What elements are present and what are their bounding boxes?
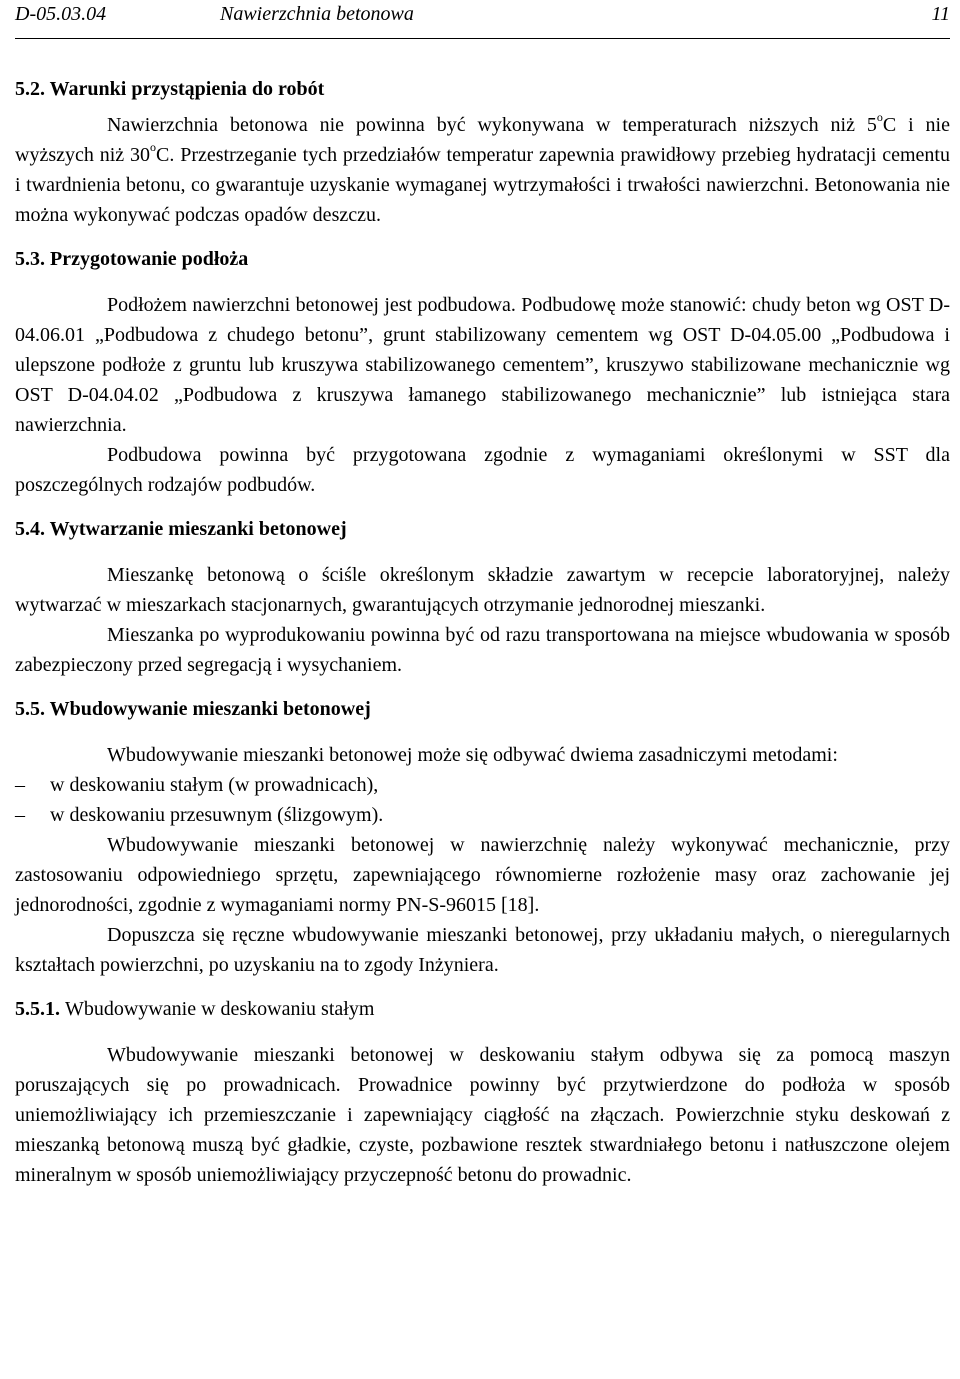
paragraph-subbase-preparation: Podbudowa powinna być przygotowana zgodnie z wymaganiami określonymi w SST dla poszczególnych rodzajów podbudów.: [15, 444, 950, 496]
document-body: [15, 74, 950, 1190]
header-spec-title: Nawierzchnia betonowa: [220, 3, 414, 25]
subsection-title: Wbudowywanie w deskowaniu stałym: [65, 998, 375, 1020]
section-heading-5-3: 5.3. Przygotowanie podłoża: [15, 248, 249, 270]
degree-superscript: o: [876, 110, 883, 125]
list-item: – w deskowaniu przesuwnym (ślizgowym).: [15, 800, 950, 830]
paragraph-subbase: Podłożem nawierzchni betonowej jest podbudowa. Podbudowę może stanowić: chudy beton wg OST D-04.06.01 „Podbudowa z chudego betonu”, grunt stabilizowany cementem wg OST D-04.05.00 „Podbudowa i ulepszone podłoże z gruntu lub kruszywa stabilizowanego cementem”, kruszywo stabilizowane mechanicznie wg OST D-04.04.02 „Podbudowa z kruszywa łamanego stabilizowanego mechanicznie” lub istniejąca stara nawierzchnia.: [15, 294, 950, 436]
header-page-number: 11: [931, 3, 950, 25]
text-run: Nawierzchnia betonowa nie powinna być wykonywana w temperaturach niższych niż 5: [107, 114, 877, 136]
section-heading-5-5: 5.5. Wbudowywanie mieszanki betonowej: [15, 698, 371, 720]
paragraph-mix-transport: Mieszanka po wyprodukowaniu powinna być od razu transportowana na miejsce wbudowania w sposób zabezpieczony przed segregacją i wysychaniem.: [15, 624, 950, 676]
text-run: C i nie wyższych niż 30: [15, 114, 950, 166]
paragraph-mix-production: Mieszankę betonową o ściśle określonym składzie zawartym w recepcie laboratoryjnej, należy wytwarzać w mieszarkach stacjonarnych, gwarantujących otrzymanie jednorodnej mieszanki.: [15, 564, 950, 616]
paragraph-temperature-conditions: [15, 110, 950, 230]
document-page: [15, 0, 950, 1186]
paragraph-placement-methods: Wbudowywanie mieszanki betonowej może się odbywać dwiema zasadniczymi metodami:: [107, 744, 838, 766]
text-run: C. Przestrzeganie tych przedziałów temperatur zapewnia prawidłowy przebieg hydratacji cementu i twardnienia betonu, co gwarantuje uzyskanie wymaganej wytrzymałości i trwałości nawierzchni. Betonowania nie można wykonywać podczas opadów deszczu.: [15, 144, 950, 226]
paragraph-mechanical-placement: Wbudowywanie mieszanki betonowej w nawierzchnię należy wykonywać mechanicznie, przy zastosowaniu odpowiedniego sprzętu, zapewniającego równomierne rozłożenie masy oraz zachowanie jej jednorodności, zgodnie z wymaganiami normy PN-S-96015 [18].: [15, 834, 950, 916]
page-header: [15, 0, 950, 39]
section-heading-5-4: 5.4. Wytwarzanie mieszanki betonowej: [15, 518, 347, 540]
list-item: – w deskowaniu stałym (w prowadnicach),: [15, 770, 950, 800]
header-spec-code: D-05.03.04: [15, 3, 107, 25]
degree-superscript: o: [150, 140, 156, 155]
section-heading-5-2: 5.2. Warunki przystąpienia do robót: [15, 78, 325, 100]
subsection-number: 5.5.1.: [15, 998, 60, 1020]
paragraph-manual-placement: Dopuszcza się ręczne wbudowywanie mieszanki betonowej, przy układaniu małych, o nieregularnych kształtach powierzchni, po uzyskaniu na to zgody Inżyniera.: [15, 924, 950, 976]
section-heading-5-5-1: [15, 994, 950, 1024]
paragraph-fixed-formwork: Wbudowywanie mieszanki betonowej w deskowaniu stałym odbywa się za pomocą maszyn poruszających się po prowadnicach. Prowadnice powinny być przytwierdzone do podłoża w sposób uniemożliwiający ich przemieszczanie i zapewniający ciągłość na złączach. Powierzchnie styku deskowań z mieszanką betonową muszą być gładkie, czyste, pozbawione resztek stwardniałego betonu i natłuszczone olejem mineralnym w sposób uniemożliwiający przyczepność betonu do prowadnic.: [15, 1044, 950, 1186]
placement-methods-list: [15, 770, 950, 830]
